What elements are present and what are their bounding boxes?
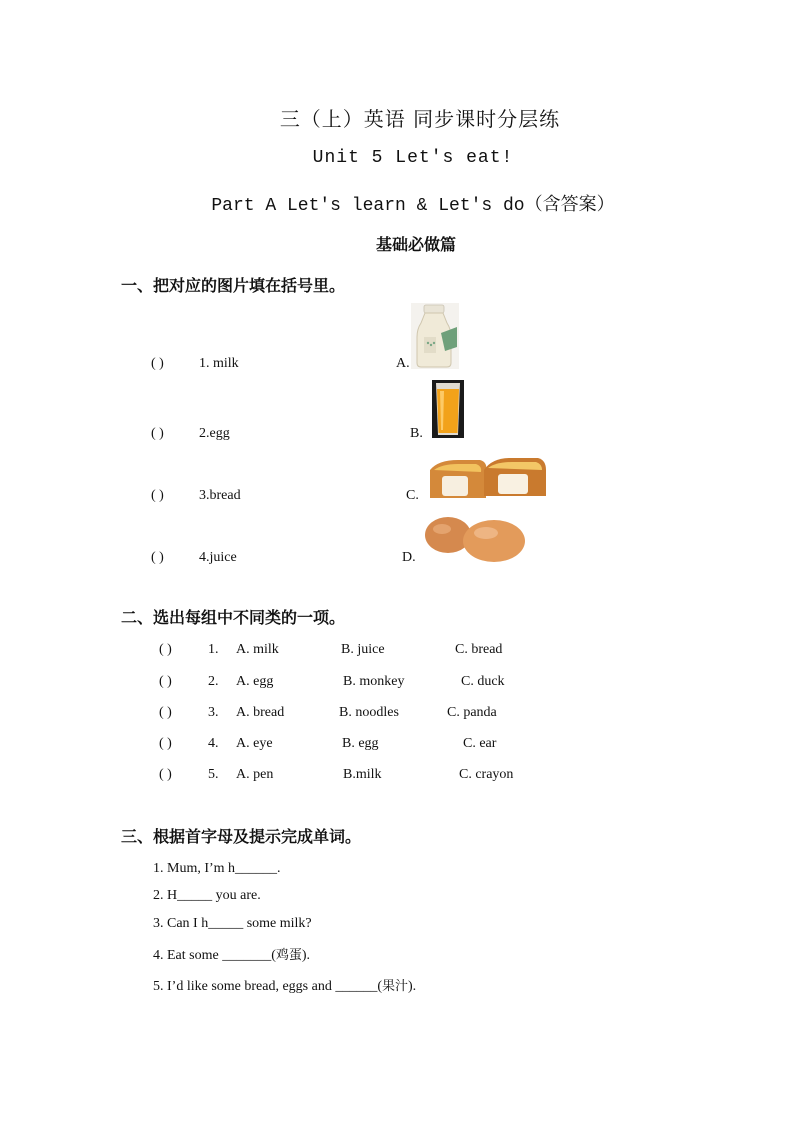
part-title bbox=[0, 190, 793, 216]
s2-paren-2: ( ) bbox=[159, 674, 172, 689]
juice-glass-picture bbox=[432, 380, 464, 438]
unit-title: Unit 5 Let's eat! bbox=[312, 148, 514, 168]
s1-paren-2: ( ) bbox=[151, 426, 164, 441]
s2-opt-1b: B. juice bbox=[341, 642, 385, 657]
s1-letter-c: C. bbox=[406, 488, 419, 503]
s3-line-4-end: ). bbox=[301, 948, 311, 963]
s2-opt-3a: A. bread bbox=[236, 705, 285, 720]
s2-num-4: 4. bbox=[208, 736, 219, 751]
s2-opt-2b: B. monkey bbox=[343, 674, 405, 689]
s3-line-5-text: 5. I’d like some bread, eggs and ______( bbox=[153, 979, 382, 994]
section1-heading: 一、把对应的图片填在括号里。 bbox=[121, 276, 346, 295]
s2-paren-4: ( ) bbox=[159, 736, 172, 751]
s2-opt-5c: C. crayon bbox=[459, 767, 514, 782]
s2-opt-4b: B. egg bbox=[342, 736, 379, 751]
part-title-cn: （含答案） bbox=[524, 194, 615, 215]
s2-num-2: 2. bbox=[208, 674, 219, 689]
s2-opt-1a: A. milk bbox=[236, 642, 279, 657]
s3-line-4 bbox=[153, 944, 310, 964]
eggs-picture bbox=[424, 511, 528, 563]
section2-heading: 二、选出每组中不同类的一项。 bbox=[121, 608, 346, 627]
part-title-en: Part A Let's learn & Let's do bbox=[211, 196, 525, 216]
s2-paren-1: ( ) bbox=[159, 642, 172, 657]
s3-line-4-hint: 鸡蛋 bbox=[275, 948, 302, 963]
s2-paren-5: ( ) bbox=[159, 767, 172, 782]
s2-opt-5a: A. pen bbox=[236, 767, 274, 782]
section-subhead: 基础必做篇 bbox=[375, 235, 456, 254]
s2-num-3: 3. bbox=[208, 705, 219, 720]
s1-letter-b: B. bbox=[410, 426, 423, 441]
s2-num-5: 5. bbox=[208, 767, 219, 782]
s1-item-1: 1. milk bbox=[199, 356, 239, 371]
s2-opt-3c: C. panda bbox=[447, 705, 497, 720]
s3-line-4-text: 4. Eat some _______( bbox=[153, 948, 276, 963]
s2-opt-4c: C. ear bbox=[463, 736, 497, 751]
s2-paren-3: ( ) bbox=[159, 705, 172, 720]
s1-letter-a: A. bbox=[396, 356, 410, 371]
s1-paren-4: ( ) bbox=[151, 550, 164, 565]
s2-num-1: 1. bbox=[208, 642, 219, 657]
s2-opt-1c: C. bread bbox=[455, 642, 503, 657]
s2-opt-5b: B.milk bbox=[343, 767, 382, 782]
s1-letter-d: D. bbox=[402, 550, 416, 565]
s3-line-2: 2. H_____ you are. bbox=[153, 888, 261, 903]
s3-line-5-end: ). bbox=[408, 979, 417, 994]
page-title: 三（上）英语 同步课时分层练 bbox=[279, 107, 561, 131]
milk-bottle-picture bbox=[411, 303, 459, 369]
s3-line-5 bbox=[153, 975, 416, 995]
s2-opt-2a: A. egg bbox=[236, 674, 274, 689]
s3-line-1: 1. Mum, I’m h______. bbox=[153, 861, 281, 876]
section3-heading: 三、根据首字母及提示完成单词。 bbox=[121, 827, 362, 846]
s1-item-2: 2.egg bbox=[199, 426, 230, 441]
s1-item-3: 3.bread bbox=[199, 488, 241, 503]
s2-opt-2c: C. duck bbox=[461, 674, 505, 689]
s1-paren-3: ( ) bbox=[151, 488, 164, 503]
bread-loaves-picture bbox=[428, 450, 548, 502]
s2-opt-4a: A. eye bbox=[236, 736, 273, 751]
s1-item-4: 4.juice bbox=[199, 550, 237, 565]
s2-opt-3b: B. noodles bbox=[339, 705, 399, 720]
s1-paren-1: ( ) bbox=[151, 356, 164, 371]
s3-line-5-hint: 果汁 bbox=[382, 979, 409, 994]
s3-line-3: 3. Can I h_____ some milk? bbox=[153, 916, 312, 931]
